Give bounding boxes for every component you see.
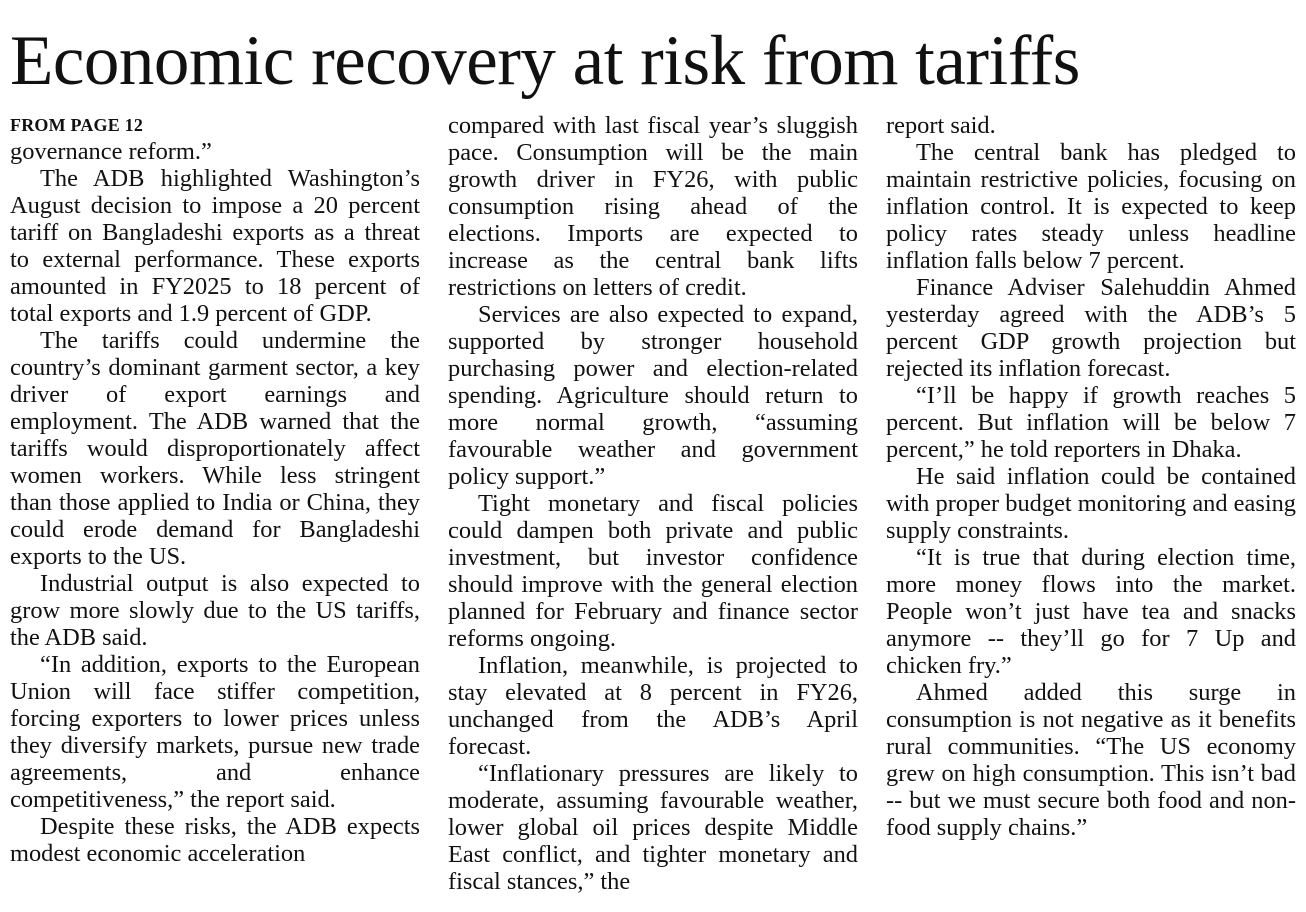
paragraph: The tariffs could undermine the country’s dominant garment sector, a key driver of export earnings and employment. The ADB warned that the tariffs would disproportionately affect women workers. While less stringent than those applied to India or China, they could erode demand for Bangladeshi exports to the US. [10,327,420,570]
paragraph: The ADB highlighted Washington’s August decision to impose a 20 percent tariff on Bangladeshi exports as a threat to external performance. These exports amounted in FY2025 to 18 percent of total exports and 1.9 percent of GDP. [10,165,420,327]
article-column-1 [10,112,420,867]
paragraph: “In addition, exports to the European Union will face stiffer competition, forcing exporters to lower prices unless they diversify markets, pursue new trade agreements, and enhance competitiveness,” the report said. [10,651,420,813]
continuation-kicker: FROM PAGE 12 [10,115,144,135]
paragraph: “It is true that during election time, more money flows into the market. People won’t just have tea and snacks anymore -- they’ll go for 7 Up and chicken fry.” [886,544,1296,679]
paragraph: report said. [886,112,996,139]
paragraph: Tight monetary and fiscal policies could dampen both private and public investment, but investor confidence should improve with the general election planned for February and finance sector reforms ongoing. [448,490,858,652]
article-column-3 [886,112,1296,841]
paragraph: “I’ll be happy if growth reaches 5 percent. But inflation will be below 7 percent,” he told reporters in Dhaka. [886,382,1296,463]
paragraph: governance reform.” [10,138,212,165]
paragraph: compared with last fiscal year’s sluggish pace. Consumption will be the main growth driver in FY26, with public consumption rising ahead of the elections. Imports are expected to increase as the central bank lifts restrictions on letters of credit. [448,112,858,301]
paragraph: The central bank has pledged to maintain restrictive policies, focusing on inflation control. It is expected to keep policy rates steady unless headline inflation falls below 7 percent. [886,139,1296,274]
paragraph: Despite these risks, the ADB expects modest economic acceleration [10,813,420,867]
paragraph: Industrial output is also expected to grow more slowly due to the US tariffs, the ADB said. [10,570,420,651]
paragraph: Inflation, meanwhile, is projected to stay elevated at 8 percent in FY26, unchanged from the ADB’s April forecast. [448,652,858,760]
paragraph: Services are also expected to expand, supported by stronger household purchasing power and election-related spending. Agriculture should return to more normal growth, “assuming favourable weather and government policy support.” [448,301,858,490]
paragraph: Ahmed added this surge in consumption is not negative as it benefits rural communities. “The US economy grew on high consumption. This isn’t bad -- but we must secure both food and non-food supply chains.” [886,679,1296,841]
paragraph: “Inflationary pressures are likely to moderate, assuming favourable weather, lower global oil prices despite Middle East conflict, and tighter monetary and fiscal stances,” the [448,760,858,895]
paragraph: Finance Adviser Salehuddin Ahmed yesterday agreed with the ADB’s 5 percent GDP growth projection but rejected its inflation forecast. [886,274,1296,382]
article-column-2 [448,112,858,895]
headline: Economic recovery at risk from tariffs [10,22,1080,100]
paragraph: He said inflation could be contained with proper budget monitoring and easing supply constraints. [886,463,1296,544]
